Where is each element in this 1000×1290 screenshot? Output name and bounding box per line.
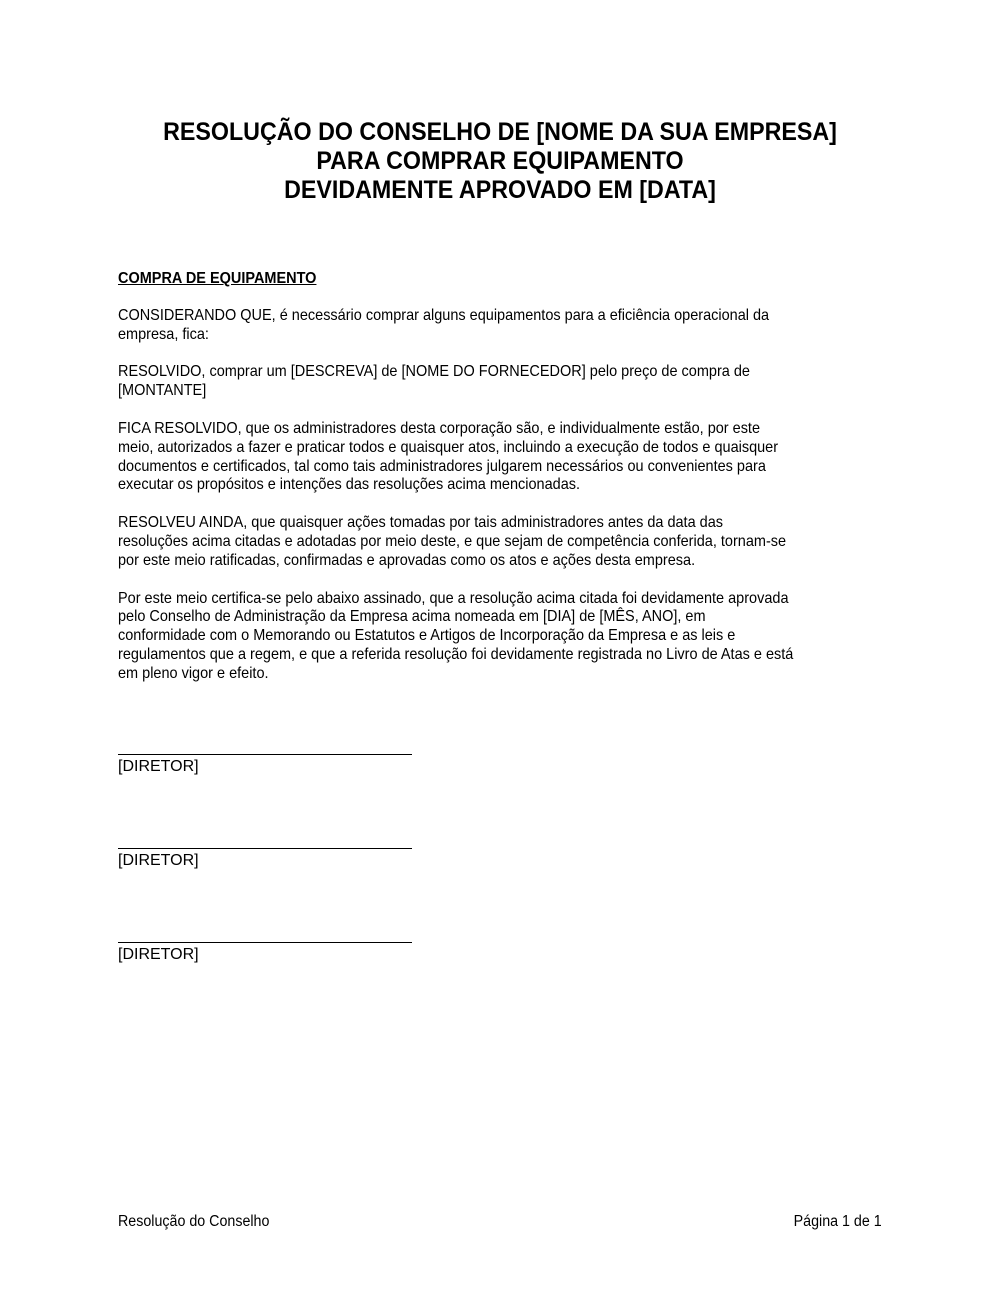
paragraph-line: conformidade com o Memorando ou Estatutos e Artigos de Incorporação da Empresa e as leis e	[118, 627, 736, 645]
signature-line	[118, 754, 412, 755]
paragraph-line: executar os propósitos e intenções das resoluções acima mencionadas.	[118, 476, 581, 494]
paragraph-resolveu-ainda	[118, 514, 860, 570]
signature-block-2	[118, 848, 412, 870]
title-line-2: PARA COMPRAR EQUIPAMENTO	[316, 147, 684, 175]
paragraph-certificacao	[118, 590, 860, 684]
signature-label: [DIRETOR]	[118, 946, 199, 963]
paragraph-line: FICA RESOLVIDO, que os administradores desta corporação são, e individualmente estão, por este	[118, 419, 761, 437]
footer-page-number: Página 1 de 1	[793, 1213, 882, 1230]
paragraph-line: por este meio ratificadas, confirmadas e aprovadas como os atos e ações desta empresa.	[118, 551, 696, 569]
title-line-3: DEVIDAMENTE APROVADO EM [DATA]	[284, 176, 716, 204]
paragraph-line: meio, autorizados a fazer e praticar todos e quaisquer atos, incluindo a execução de todos e quaisquer	[118, 438, 779, 456]
paragraph-line: em pleno vigor e efeito.	[118, 664, 269, 682]
title-line-1: RESOLUÇÃO DO CONSELHO DE [NOME DA SUA EMPRESA]	[163, 118, 837, 146]
paragraph-line: resoluções acima citadas e adotadas por meio deste, e que sejam de competência conferida, tornam-se	[118, 532, 787, 550]
paragraph-resolvido	[118, 363, 860, 401]
paragraph-line: [MONTANTE]	[118, 382, 207, 400]
document-body	[118, 270, 860, 703]
signature-block-3	[118, 942, 412, 964]
paragraph-line: RESOLVIDO, comprar um [DESCREVA] de [NOME DO FORNECEDOR] pelo preço de compra de	[118, 363, 750, 381]
footer-document-name: Resolução do Conselho	[118, 1213, 270, 1230]
document-title	[128, 118, 872, 205]
signature-label: [DIRETOR]	[118, 758, 199, 775]
paragraph-line: pelo Conselho de Administração da Empresa acima nomeada em [DIA] de [MÊS, ANO], em	[118, 608, 706, 626]
section-heading: COMPRA DE EQUIPAMENTO	[118, 270, 317, 287]
signature-block-1	[118, 754, 412, 776]
paragraph-line: CONSIDERANDO QUE, é necessário comprar alguns equipamentos para a eficiência operacional da	[118, 306, 770, 324]
page-footer	[118, 1213, 882, 1231]
paragraph-line: empresa, fica:	[118, 325, 209, 343]
paragraph-fica-resolvido	[118, 420, 860, 495]
paragraph-line: Por este meio certifica-se pelo abaixo assinado, que a resolução acima citada foi devidamente aprovada	[118, 589, 789, 607]
paragraph-line: documentos e certificados, tal como tais administradores julgarem necessários ou convenientes para	[118, 457, 766, 475]
signature-line	[118, 942, 412, 943]
paragraph-line: RESOLVEU AINDA, que quaisquer ações tomadas por tais administradores antes da data das	[118, 514, 724, 532]
signature-label: [DIRETOR]	[118, 852, 199, 869]
paragraph-considerando	[118, 307, 860, 345]
signature-line	[118, 848, 412, 849]
paragraph-line: regulamentos que a regem, e que a referida resolução foi devidamente registrada no Livro de Atas e está	[118, 645, 794, 663]
